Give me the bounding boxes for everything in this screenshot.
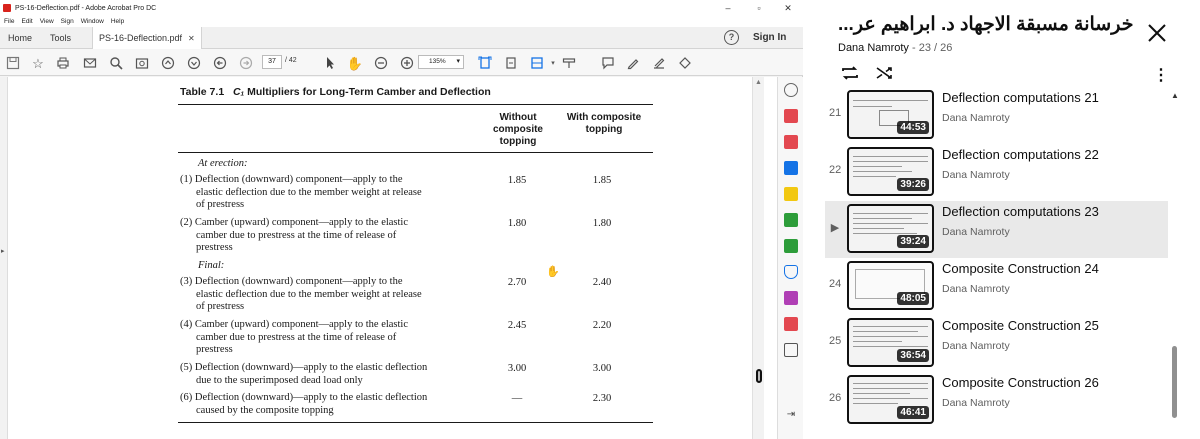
mail-icon[interactable] — [82, 55, 98, 71]
video-duration: 46:41 — [897, 406, 929, 419]
snapshot-icon[interactable] — [134, 55, 150, 71]
row-line: (2) Camber (upward) component—apply to the elastic — [180, 217, 409, 228]
row-line: of prestress — [196, 199, 245, 210]
list-item[interactable] — [825, 144, 1168, 201]
value-with: 3.00 — [592, 363, 612, 374]
video-thumbnail[interactable] — [847, 147, 934, 196]
value-without: 2.45 — [507, 320, 527, 331]
video-thumbnail[interactable] — [847, 204, 934, 253]
shuffle-icon[interactable] — [875, 65, 895, 81]
zoom-in-icon[interactable] — [399, 55, 415, 71]
acrobat-logo-icon — [3, 4, 11, 12]
menu-window[interactable]: Window — [80, 18, 104, 25]
video-duration: 48:05 — [897, 292, 929, 305]
tools-pane — [777, 77, 803, 439]
video-thumbnail[interactable] — [847, 90, 934, 139]
video-title[interactable]: Deflection computations 21 — [942, 90, 1099, 105]
close-tab-icon[interactable]: ✕ — [188, 33, 195, 43]
item-index: 24 — [829, 278, 842, 290]
video-duration: 39:24 — [897, 235, 929, 248]
window-title: PS-16-Deflection.pdf - Adobe Acrobat Pro DC — [15, 4, 157, 12]
scroll-up-icon[interactable]: ▲ — [1171, 91, 1179, 100]
row-line: due to the superimposed dead load only — [196, 374, 363, 386]
close-window-button[interactable]: ✕ — [784, 2, 792, 13]
page-display-icon[interactable] — [529, 55, 545, 71]
fill-sign-tool-icon[interactable] — [784, 291, 798, 305]
video-channel: Dana Namroty — [942, 283, 1010, 295]
column-header-with: With composite topping — [566, 112, 642, 135]
row-line: (4) Camber (upward) component—apply to the elastic — [180, 319, 409, 330]
video-title[interactable]: Composite Construction 24 — [942, 261, 1099, 276]
video-title[interactable]: Composite Construction 25 — [942, 318, 1099, 333]
zoom-search-icon[interactable] — [784, 83, 798, 97]
send-for-signature-icon[interactable] — [784, 317, 798, 331]
video-duration: 39:26 — [897, 178, 929, 191]
table-row — [180, 319, 470, 357]
playlist-items — [825, 88, 1170, 439]
tab-home[interactable] — [8, 27, 32, 49]
value-without: 1.85 — [507, 175, 527, 186]
now-playing-icon: ▶ — [830, 222, 840, 234]
more-tools-icon[interactable] — [784, 343, 798, 357]
page-up-icon[interactable] — [160, 55, 176, 71]
list-item[interactable] — [825, 88, 1168, 144]
collapse-pane-icon[interactable]: ⇥ — [786, 409, 796, 420]
table-header-rule — [178, 152, 653, 153]
row-line: (1) Deflection (downward) component—apply to the — [180, 174, 403, 185]
previous-view-icon[interactable] — [212, 55, 228, 71]
value-without: 2.70 — [507, 277, 527, 288]
hand-cursor-icon: ✋ — [546, 266, 560, 278]
sign-icon[interactable] — [651, 55, 667, 71]
item-index: 26 — [829, 392, 842, 404]
video-channel: Dana Namroty — [942, 112, 1010, 124]
column-header-without: Without composite topping — [492, 112, 543, 147]
playlist-title[interactable]: خرسانة مسبقة الاجهاد د. ابراهيم عر... — [838, 14, 1134, 35]
video-title[interactable]: Deflection computations 23 — [942, 204, 1099, 219]
page-down-icon[interactable] — [186, 55, 202, 71]
list-item[interactable] — [825, 372, 1168, 429]
row-line: caused by the composite topping — [196, 404, 334, 416]
row-line: of prestress — [196, 301, 245, 312]
tab-home-label: Home — [8, 33, 33, 43]
comment-tool-icon[interactable] — [784, 187, 798, 201]
pen-icon[interactable] — [625, 55, 641, 71]
combine-files-icon[interactable] — [784, 213, 798, 227]
tab-document[interactable] — [92, 27, 202, 49]
playlist-scrollbar[interactable] — [1170, 88, 1180, 439]
value-without: 3.00 — [507, 363, 527, 374]
scroll-mode-icon[interactable] — [561, 55, 577, 71]
menu-sign[interactable]: Sign — [60, 18, 74, 25]
video-channel: Dana Namroty — [942, 397, 1010, 409]
loop-icon[interactable] — [840, 65, 860, 81]
organize-pages-icon[interactable] — [784, 239, 798, 253]
print-icon[interactable] — [55, 55, 71, 71]
value-with: 2.40 — [592, 277, 612, 288]
protect-icon[interactable] — [784, 265, 798, 279]
video-channel: Dana Namroty — [942, 169, 1010, 181]
video-title[interactable]: Deflection computations 22 — [942, 147, 1099, 162]
title-bar — [0, 0, 803, 16]
tab-tools[interactable] — [50, 27, 71, 49]
value-with: 1.80 — [592, 218, 612, 229]
value-without: — — [511, 393, 523, 404]
scroll-up-icon[interactable]: ▲ — [755, 79, 762, 86]
zoom-level-select[interactable]: 135% ▾ — [418, 55, 464, 69]
menu-edit[interactable]: Edit — [21, 18, 33, 25]
row-line: camber due to prestress at the time of release of — [196, 331, 397, 343]
video-channel: Dana Namroty — [942, 340, 1010, 352]
table-row — [180, 392, 470, 417]
row-line: (5) Deflection (downward)—apply to the elastic deflection — [180, 362, 428, 373]
menu-bar — [0, 16, 803, 27]
row-line: elastic deflection due to the member weight at release — [196, 288, 422, 300]
select-cursor-icon[interactable] — [322, 55, 338, 71]
table-row — [180, 217, 470, 255]
menu-file[interactable]: File — [4, 18, 15, 25]
chevron-down-icon[interactable]: ▾ — [551, 59, 555, 67]
value-without: 1.80 — [507, 218, 527, 229]
menu-help[interactable]: Help — [110, 18, 125, 25]
list-item-current[interactable] — [825, 201, 1168, 258]
section-final: Final: — [198, 260, 225, 271]
sign-in-button[interactable]: Sign In — [753, 32, 787, 43]
scrollbar-thumb[interactable] — [1172, 346, 1177, 418]
video-title[interactable]: Composite Construction 26 — [942, 375, 1099, 390]
list-item[interactable] — [825, 315, 1168, 372]
table-title-text: Multipliers for Long-Term Camber and Deflection — [247, 86, 491, 98]
table-title — [180, 86, 491, 98]
tab-tools-label: Tools — [50, 33, 72, 43]
video-duration: 44:53 — [897, 121, 929, 134]
item-index: 21 — [829, 107, 842, 119]
video-thumbnail[interactable] — [847, 318, 934, 367]
more-options-icon[interactable]: ⋮ — [1153, 67, 1169, 84]
section-at-erection: At erection: — [198, 158, 248, 169]
scrollbar-thumb[interactable] — [756, 369, 762, 383]
item-index: 22 — [829, 164, 842, 176]
playlist-panel — [825, 0, 1200, 439]
table-row — [180, 362, 470, 387]
row-line: (3) Deflection (downward) component—apply to the — [180, 276, 403, 287]
export-pdf-icon[interactable] — [784, 109, 798, 123]
page-number-input[interactable]: 37 — [262, 55, 282, 69]
list-item[interactable] — [825, 258, 1168, 315]
table-row — [180, 276, 470, 314]
save-icon[interactable] — [5, 55, 21, 71]
c1-symbol: C₁ — [232, 86, 245, 98]
value-with: 2.20 — [592, 320, 612, 331]
help-icon[interactable]: ? — [724, 30, 739, 45]
left-navigation-pane[interactable] — [0, 77, 8, 439]
row-line: prestress — [196, 242, 233, 253]
next-view-icon[interactable] — [238, 55, 254, 71]
zoom-out-icon[interactable] — [373, 55, 389, 71]
row-line: elastic deflection due to the member weight at release — [196, 186, 422, 198]
row-line: camber due to prestress at the time of release of — [196, 229, 397, 241]
video-thumbnail[interactable] — [847, 375, 934, 424]
fill-sign-icon[interactable] — [677, 55, 693, 71]
video-duration: 36:54 — [897, 349, 929, 362]
page-total: / 42 — [285, 57, 297, 64]
table-label: Table 7.1 — [180, 86, 225, 98]
create-pdf-icon[interactable] — [784, 135, 798, 149]
minimize-button[interactable]: – — [725, 3, 731, 13]
edit-pdf-icon[interactable] — [784, 161, 798, 175]
value-with: 1.85 — [592, 175, 612, 186]
table-bottom-rule — [178, 422, 653, 423]
value-with: 2.30 — [592, 393, 612, 404]
tab-document-label: PS-16-Deflection.pdf — [99, 33, 183, 43]
hand-tool-icon[interactable]: ✋ — [346, 55, 364, 71]
comment-icon[interactable] — [600, 55, 616, 71]
document-scrollbar[interactable] — [752, 77, 764, 439]
item-index: 25 — [829, 335, 842, 347]
playlist-subtitle — [838, 42, 952, 54]
fit-page-icon[interactable] — [477, 55, 493, 71]
maximize-button[interactable]: ▫ — [757, 3, 761, 13]
video-thumbnail[interactable] — [847, 261, 934, 310]
menu-view[interactable]: View — [39, 18, 54, 25]
rotate-view-icon[interactable] — [503, 55, 519, 71]
table-row — [180, 174, 470, 212]
video-channel: Dana Namroty — [942, 226, 1010, 238]
row-line: (6) Deflection (downward)—apply to the elastic deflection — [180, 392, 428, 403]
star-icon[interactable]: ☆ — [32, 55, 44, 71]
close-icon[interactable] — [1146, 22, 1168, 44]
search-icon[interactable] — [108, 55, 124, 71]
table-top-rule — [178, 104, 653, 105]
tab-bar — [0, 27, 803, 49]
row-line: prestress — [196, 344, 233, 355]
playlist-channel[interactable]: Dana Namroty — [838, 42, 909, 54]
playlist-position: - 23 / 26 — [911, 42, 953, 54]
